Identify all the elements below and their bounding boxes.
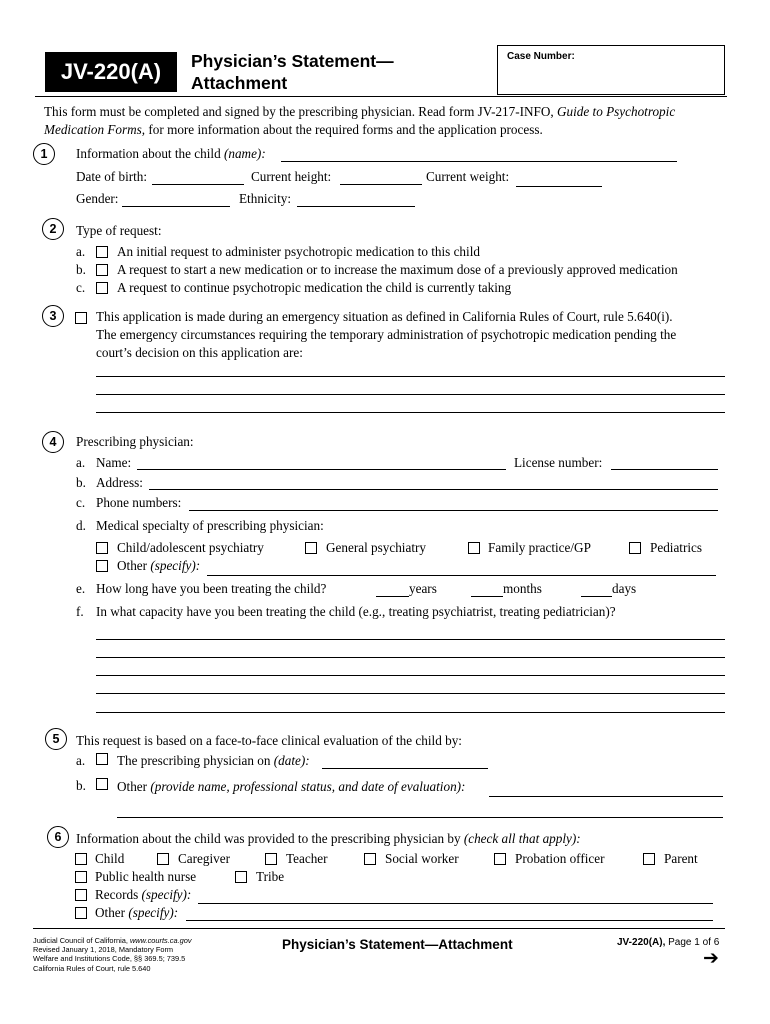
- physician-name-label: Name:: [96, 455, 132, 470]
- physician-label: Prescribing physician:: [76, 434, 194, 449]
- source-parent-checkbox[interactable]: [643, 853, 655, 865]
- source-teacher-text: Teacher: [286, 851, 328, 866]
- license-label: License number:: [514, 455, 603, 470]
- header-rule: [35, 96, 727, 97]
- duration-label: How long have you been treating the child?: [96, 581, 327, 596]
- phone-label: Phone numbers:: [96, 495, 182, 510]
- specialty-general-checkbox[interactable]: [305, 542, 317, 554]
- days-field[interactable]: [581, 596, 612, 597]
- source-records-field[interactable]: [198, 903, 713, 904]
- source-caregiver-checkbox[interactable]: [157, 853, 169, 865]
- emergency-line-3: court’s decision on this application are:: [96, 345, 303, 360]
- source-child-checkbox[interactable]: [75, 853, 87, 865]
- intro-line-1: This form must be completed and signed by the prescribing physician. Read form JV-217-INFO, Guide to Psychotropic: [44, 104, 676, 119]
- request-b-checkbox[interactable]: [96, 264, 108, 276]
- section-3-number: 3: [42, 305, 64, 327]
- source-teacher-checkbox[interactable]: [265, 853, 277, 865]
- request-c-checkbox[interactable]: [96, 282, 108, 294]
- source-other-label: Other (specify):: [95, 905, 179, 920]
- specialty-family-text: Family practice/GP: [488, 540, 591, 555]
- request-b-letter: b.: [76, 262, 86, 277]
- intro-line-2: Medication Forms, for more information about the required forms and the application process.: [44, 122, 543, 137]
- specialty-other-label: Other (specify):: [117, 558, 201, 573]
- request-c-text: A request to continue psychotropic medication the child is currently taking: [117, 280, 512, 295]
- gender-label: Gender:: [76, 191, 119, 206]
- months-label: months: [503, 581, 542, 596]
- source-records-checkbox[interactable]: [75, 889, 87, 901]
- source-nurse-checkbox[interactable]: [75, 871, 87, 883]
- footer-title: Physician’s Statement—Attachment: [282, 937, 513, 952]
- ethnicity-field[interactable]: [297, 206, 415, 207]
- gender-field[interactable]: [122, 206, 230, 207]
- title-line-1: Physician’s Statement—: [191, 51, 394, 71]
- source-tribe-checkbox[interactable]: [235, 871, 247, 883]
- evaluation-label: This request is based on a face-to-face clinical evaluation of the child by:: [76, 733, 462, 748]
- request-a-letter: a.: [76, 244, 86, 259]
- evaluation-other-field-2[interactable]: [117, 817, 723, 818]
- weight-field[interactable]: [516, 186, 602, 187]
- specialty-general-text: General psychiatry: [326, 540, 426, 555]
- emergency-line-2: The emergency circumstances requiring the temporary administration of psychotropic medication pending the: [96, 327, 677, 342]
- source-social-worker-checkbox[interactable]: [364, 853, 376, 865]
- footer-line-1: Judicial Council of California, www.courts.ca.gov: [33, 936, 192, 945]
- capacity-field-3[interactable]: [96, 675, 725, 676]
- physician-d-letter: d.: [76, 518, 86, 533]
- case-number-label: Case Number:: [507, 51, 575, 62]
- phone-field[interactable]: [189, 510, 718, 511]
- specialty-other-field[interactable]: [207, 575, 716, 576]
- child-name-field[interactable]: [281, 161, 677, 162]
- height-label: Current height:: [251, 169, 332, 184]
- specialty-child-checkbox[interactable]: [96, 542, 108, 554]
- source-other-field[interactable]: [186, 920, 713, 921]
- ethnicity-label: Ethnicity:: [239, 191, 292, 206]
- source-records-label: Records (specify):: [95, 887, 192, 902]
- physician-a-letter: a.: [76, 455, 86, 470]
- source-label: Information about the child was provided to the prescribing physician by (check all that apply):: [76, 831, 581, 846]
- source-nurse-text: Public health nurse: [95, 869, 197, 884]
- emergency-line-1: This application is made during an emergency situation as defined in California Rules of Court, rule 5.640(i).: [96, 309, 673, 324]
- evaluation-date-field[interactable]: [322, 768, 488, 769]
- case-number-box[interactable]: [497, 45, 725, 95]
- physician-name-field[interactable]: [137, 469, 506, 470]
- specialty-label: Medical specialty of prescribing physician:: [96, 518, 324, 533]
- child-name-label: Information about the child (name):: [76, 146, 266, 161]
- title-line-2: Attachment: [191, 73, 288, 93]
- specialty-family-checkbox[interactable]: [468, 542, 480, 554]
- physician-b-letter: b.: [76, 475, 86, 490]
- section-2-number: 2: [42, 218, 64, 240]
- footer-page-info: JV-220(A), Page 1 of 6: [617, 937, 720, 948]
- emergency-field-3[interactable]: [96, 412, 725, 413]
- source-caregiver-text: Caregiver: [178, 851, 230, 866]
- address-label: Address:: [96, 475, 143, 490]
- footer-citation: [33, 936, 192, 973]
- evaluation-b-text: Other (provide name, professional status, and date of evaluation):: [117, 779, 466, 794]
- months-field[interactable]: [471, 596, 503, 597]
- dob-field[interactable]: [152, 184, 244, 185]
- physician-e-letter: e.: [76, 581, 86, 596]
- form-id-badge: JV-220(A): [45, 52, 177, 92]
- capacity-field-5[interactable]: [96, 712, 725, 713]
- source-probation-text: Probation officer: [515, 851, 605, 866]
- evaluation-b-checkbox[interactable]: [96, 778, 108, 790]
- specialty-pediatrics-text: Pediatrics: [650, 540, 703, 555]
- request-b-text: A request to start a new medication or to increase the maximum dose of a previously approved medication: [117, 262, 678, 277]
- request-a-checkbox[interactable]: [96, 246, 108, 258]
- form-title: [191, 50, 394, 94]
- license-field[interactable]: [611, 469, 718, 470]
- height-field[interactable]: [340, 184, 422, 185]
- specialty-other-checkbox[interactable]: [96, 560, 108, 572]
- days-label: days: [612, 581, 637, 596]
- capacity-field-4[interactable]: [96, 693, 725, 694]
- address-field[interactable]: [149, 489, 718, 490]
- source-probation-checkbox[interactable]: [494, 853, 506, 865]
- physician-f-letter: f.: [76, 604, 84, 619]
- evaluation-b-letter: b.: [76, 778, 86, 793]
- emergency-field-2[interactable]: [96, 394, 725, 395]
- evaluation-a-checkbox[interactable]: [96, 753, 108, 765]
- weight-label: Current weight:: [426, 169, 510, 184]
- capacity-label: In what capacity have you been treating the child (e.g., treating psychiatrist, treating pediatrician)?: [96, 604, 616, 619]
- request-a-text: An initial request to administer psychotropic medication to this child: [117, 244, 480, 259]
- footer-rule: [33, 928, 725, 929]
- years-label: years: [409, 581, 437, 596]
- footer-line-4: California Rules of Court, rule 5.640: [33, 963, 151, 973]
- footer-line-3: Welfare and Institutions Code, §§ 369.5; 739.5: [33, 954, 186, 964]
- evaluation-other-field-1[interactable]: [489, 796, 723, 797]
- emergency-checkbox[interactable]: [75, 312, 87, 324]
- dob-label: Date of birth:: [76, 169, 148, 184]
- section-4-number: 4: [42, 431, 64, 453]
- capacity-field-1[interactable]: [96, 639, 725, 640]
- capacity-field-2[interactable]: [96, 657, 725, 658]
- specialty-child-text: Child/adolescent psychiatry: [117, 540, 264, 555]
- emergency-field-1[interactable]: [96, 376, 725, 377]
- footer-line-2: Revised January 1, 2018, Mandatory Form: [33, 945, 174, 955]
- section-6-number: 6: [47, 826, 69, 848]
- evaluation-a-text: The prescribing physician on (date):: [117, 753, 310, 768]
- request-type-label: Type of request:: [76, 223, 162, 238]
- source-child-text: Child: [95, 851, 125, 866]
- source-social-worker-text: Social worker: [385, 851, 459, 866]
- section-5-number: 5: [45, 728, 67, 750]
- specialty-pediatrics-checkbox[interactable]: [629, 542, 641, 554]
- source-tribe-text: Tribe: [256, 869, 285, 884]
- years-field[interactable]: [376, 596, 409, 597]
- evaluation-a-letter: a.: [76, 753, 86, 768]
- source-other-checkbox[interactable]: [75, 907, 87, 919]
- source-parent-text: Parent: [664, 851, 698, 866]
- request-c-letter: c.: [76, 280, 86, 295]
- physician-c-letter: c.: [76, 495, 86, 510]
- section-1-number: 1: [33, 143, 55, 165]
- next-page-arrow-icon: ➔: [703, 948, 719, 969]
